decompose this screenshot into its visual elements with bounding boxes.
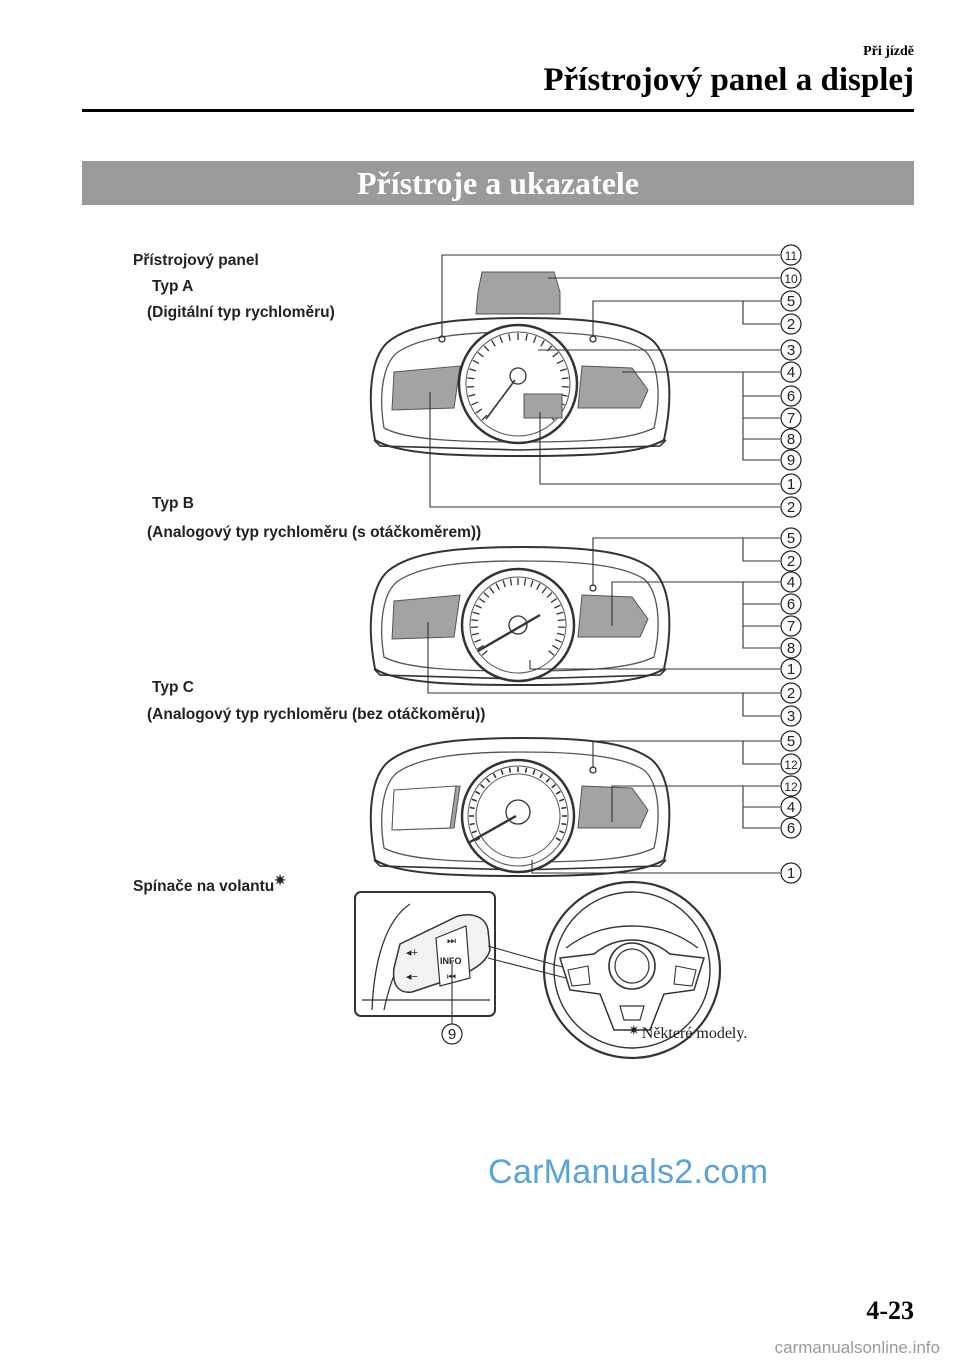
callout-number: 2 — [786, 499, 796, 516]
gauge-tick — [526, 768, 527, 773]
callout-number: 1 — [786, 661, 796, 678]
callout-number: 4 — [786, 574, 796, 591]
steering-switch-detail — [355, 892, 495, 1016]
gauge-tick — [561, 824, 566, 825]
footnote-text: Některé modely. — [641, 1025, 748, 1042]
callout-number: 10 — [784, 272, 798, 286]
callout-number: 12 — [784, 780, 798, 794]
footnote-star-icon: ✷ — [628, 1024, 640, 1039]
watermark-footer: carmanualsonline.info — [774, 1338, 940, 1357]
callout-number: 5 — [786, 733, 796, 750]
watermark-main: CarManuals2.com — [488, 1153, 769, 1191]
cluster-type-c — [371, 738, 670, 876]
info-switch-label: INFO — [440, 956, 462, 966]
gauge-tick — [509, 768, 510, 773]
prev-track-icon: ⏮ — [447, 972, 456, 983]
callout-number: 8 — [786, 431, 796, 448]
gauge-tick — [561, 807, 566, 808]
callout-number: 2 — [786, 553, 796, 570]
callout-number: 2 — [786, 685, 796, 702]
section-band-title: Přístroje a ukazatele — [82, 161, 914, 205]
callout-number: 1 — [786, 476, 796, 493]
callout-number: 6 — [786, 820, 796, 837]
next-track-icon: ⏭ — [447, 936, 456, 947]
chapter-title: Přístrojový panel a displej — [543, 62, 914, 98]
callout-number: 4 — [786, 799, 796, 816]
callout-number: 9 — [786, 452, 796, 469]
label-type-c: Typ C — [152, 679, 194, 696]
callout-number: 9 — [447, 1026, 457, 1043]
gauge-tick — [471, 620, 478, 621]
cluster-type-b — [371, 547, 670, 685]
volume-down-icon: ◂− — [406, 971, 418, 983]
star-icon: ✷ — [274, 872, 286, 888]
label-panel: Přístrojový panel — [133, 252, 259, 269]
callout-number: 3 — [786, 342, 796, 359]
label-type-c-desc: (Analogový typ rychloměru (bez otáčkoměru)) — [147, 706, 486, 723]
callout-number: 5 — [786, 293, 796, 310]
label-type-b: Typ B — [152, 495, 194, 512]
label-type-a: Typ A — [152, 278, 194, 295]
cluster-type-a — [371, 255, 780, 507]
callout-number: 12 — [784, 758, 798, 772]
callout-number: 3 — [786, 708, 796, 725]
footnote — [628, 1023, 747, 1043]
callout-number: 4 — [786, 364, 796, 381]
callout-number: 11 — [784, 249, 798, 263]
page-number: 4-23 — [866, 1296, 914, 1325]
callout-number: 5 — [786, 530, 796, 547]
volume-up-icon: ◂+ — [406, 947, 418, 959]
gauge-tick — [558, 620, 565, 621]
callout-number: 2 — [786, 316, 796, 333]
gauge-tick — [467, 378, 474, 379]
section-name: Při jízdě — [863, 44, 914, 59]
label-steering-text: Spínače na volantu — [133, 878, 275, 896]
callout-number: 8 — [786, 640, 796, 657]
callout-number: 7 — [786, 410, 796, 427]
callout-number: 1 — [786, 865, 796, 882]
label-type-b-desc: (Analogový typ rychloměru (s otáčkoměrem)) — [147, 524, 482, 541]
callout-number: 6 — [786, 596, 796, 613]
label-type-a-desc: (Digitální typ rychloměru) — [147, 304, 335, 321]
callout-number: 7 — [786, 618, 796, 635]
gauge-tick — [470, 824, 475, 825]
gauge-tick — [562, 378, 569, 379]
callout-number: 6 — [786, 388, 796, 405]
gauge-tick — [470, 807, 475, 808]
